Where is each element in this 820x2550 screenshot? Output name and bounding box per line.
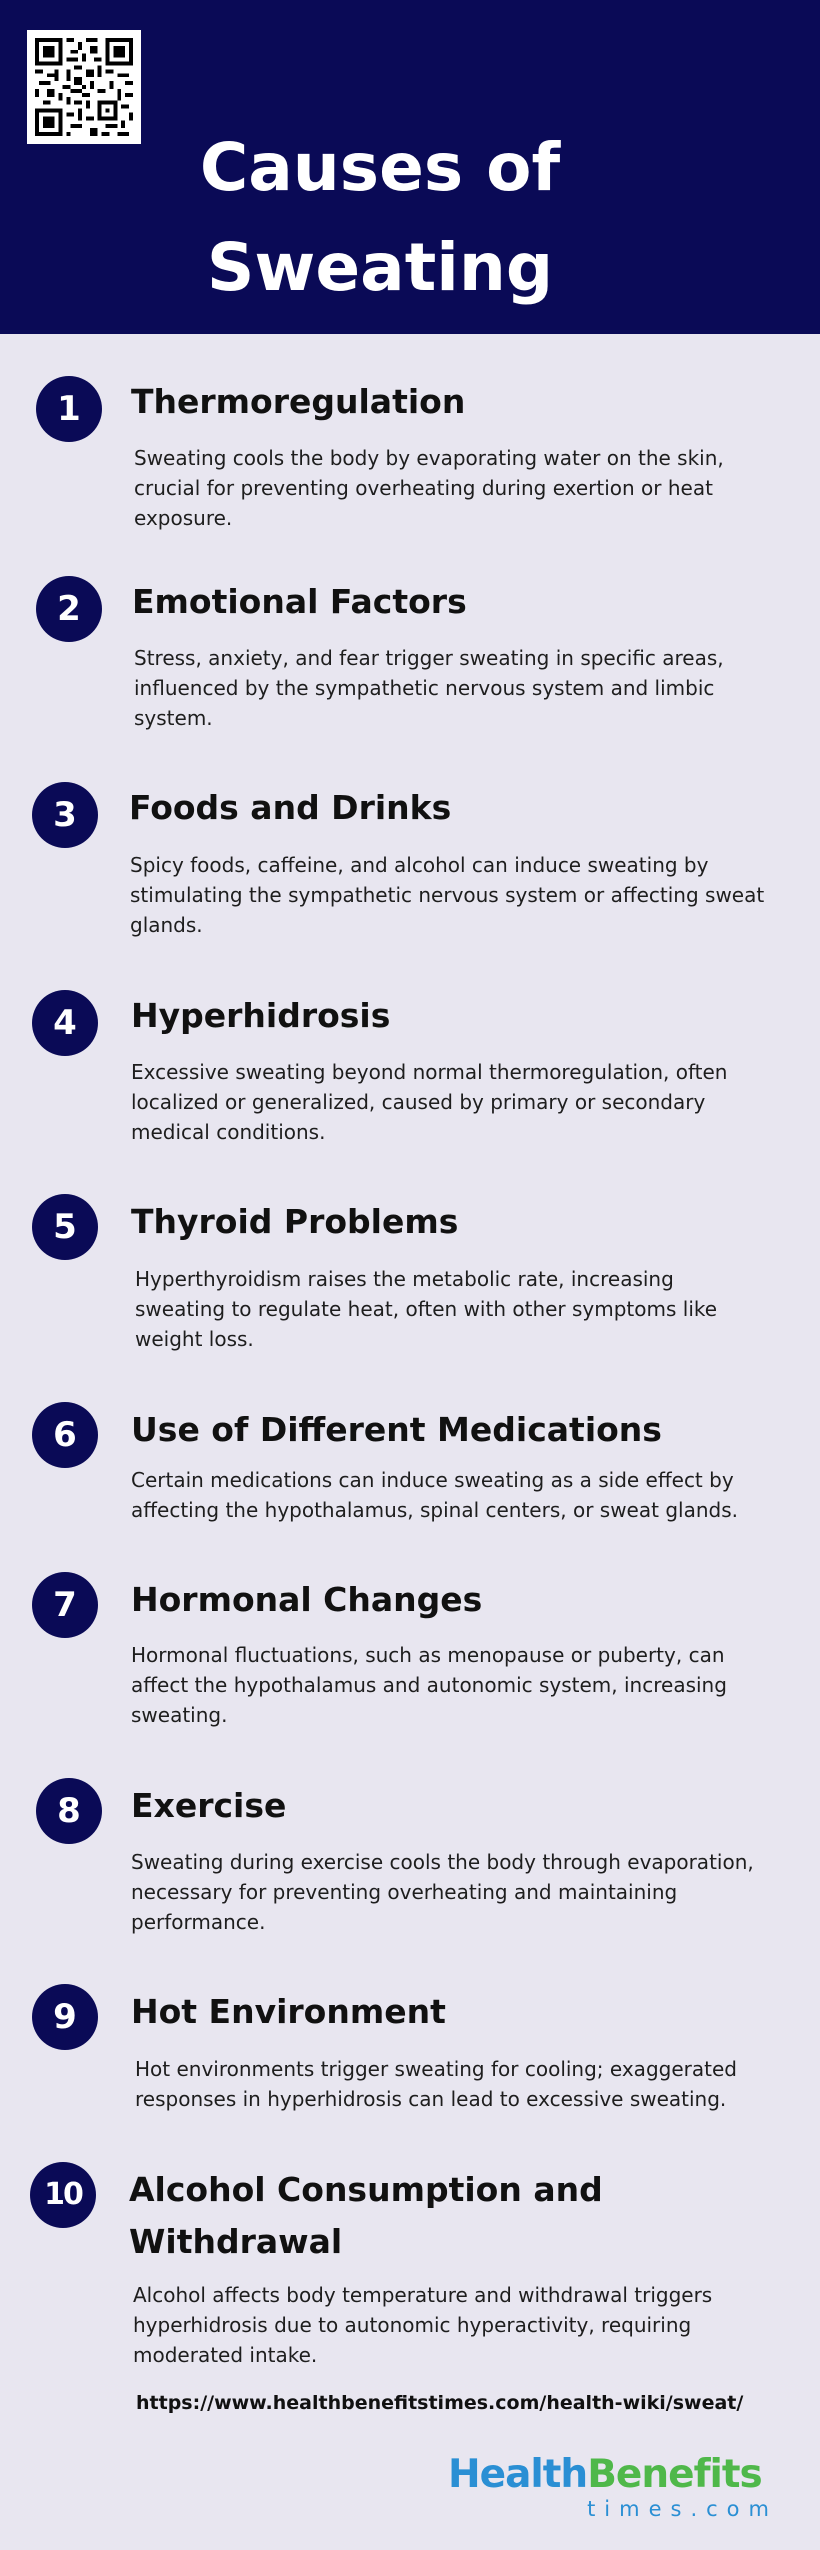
item-description: Sweating during exercise cools the body through evaporation, necessary for preventing overheating and maintaining performance. — [131, 1850, 754, 1934]
number-badge: 6 — [32, 1402, 98, 1468]
number-badge: 3 — [32, 782, 98, 848]
number-badge: 4 — [32, 990, 98, 1056]
item-description: Stress, anxiety, and fear trigger sweating in specific areas, influenced by the sympathetic nervous system and limbic system. — [134, 646, 724, 730]
item-description: Hot environments trigger sweating for cooling; exaggerated responses in hyperhidrosis can lead to excessive sweating. — [135, 2057, 737, 2111]
item-heading: Hyperhidrosis — [131, 996, 391, 1035]
item-heading: Emotional Factors — [132, 582, 467, 621]
item-heading: Hormonal Changes — [131, 1580, 483, 1619]
item-heading: Thyroid Problems — [131, 1202, 459, 1241]
number-badge: 5 — [32, 1194, 98, 1260]
item-heading: Thermoregulation — [131, 382, 466, 421]
item-description: Alcohol affects body temperature and withdrawal triggers hyperhidrosis due to autonomic hyperactivity, requiring moderated intake. — [133, 2283, 713, 2367]
number-badge: 10 — [30, 2162, 96, 2228]
item-description: Certain medications can induce sweating as a side effect by affecting the hypothalamus, spinal centers, or sweat glands. — [131, 1468, 738, 1522]
number-badge: 8 — [36, 1778, 102, 1844]
page-title — [0, 118, 760, 318]
item-heading: Alcohol Consumption and Withdrawal — [129, 2170, 603, 2261]
title-line-1: Causes of — [199, 129, 561, 206]
item-description: Hyperthyroidism raises the metabolic rate, increasing sweating to regulate heat, often with other symptoms like weight loss. — [135, 1267, 718, 1351]
item-description: Excessive sweating beyond normal thermoregulation, often localized or generalized, caused by primary or secondary medical conditions. — [131, 1060, 728, 1144]
number-badge: 2 — [36, 576, 102, 642]
item-heading: Exercise — [131, 1786, 287, 1825]
number-badge: 7 — [32, 1572, 98, 1638]
item-heading: Foods and Drinks — [129, 788, 452, 827]
logo-wordmark: HealthBenefits — [448, 2452, 762, 2497]
number-badge: 9 — [32, 1984, 98, 2050]
title-line-2: Sweating — [206, 229, 554, 306]
item-description: Spicy foods, caffeine, and alcohol can induce sweating by stimulating the sympathetic nervous system or affecting sweat glands. — [130, 853, 765, 937]
item-heading: Use of Different Medications — [131, 1410, 662, 1449]
number-badge: 1 — [36, 376, 102, 442]
source-link[interactable]: https://www.healthbenefitstimes.com/health-wiki/sweat/ — [136, 2392, 744, 2414]
header-banner — [0, 0, 820, 334]
item-heading: Hot Environment — [131, 1992, 446, 2031]
logo-subtext: times.com — [587, 2497, 778, 2521]
item-description: Hormonal fluctuations, such as menopause or puberty, can affect the hypothalamus and autonomic system, increasing sweating. — [131, 1643, 727, 1727]
item-description: Sweating cools the body by evaporating water on the skin, crucial for preventing overheating during exertion or heat exposure. — [134, 446, 724, 530]
health-benefits-logo[interactable] — [448, 2452, 788, 2524]
